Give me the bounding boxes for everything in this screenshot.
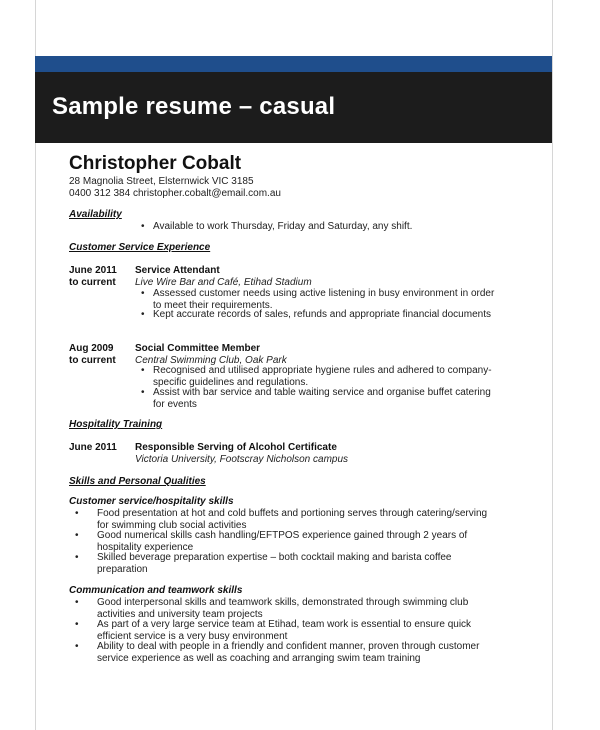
availability-heading: Availability <box>69 209 122 220</box>
bullet-icon: • <box>141 309 145 320</box>
bullet-icon: • <box>75 597 79 608</box>
customer-service-heading: Customer Service Experience <box>69 242 211 253</box>
bullet-icon: • <box>75 641 79 652</box>
top-accent-bar <box>35 56 552 72</box>
bullet-icon: • <box>75 530 79 541</box>
training-title: Responsible Serving of Alcohol Certificate <box>135 442 337 453</box>
skills-group-title: Customer service/hospitality skills <box>69 496 234 507</box>
skills-group-title: Communication and teamwork skills <box>69 585 243 596</box>
page-title: Sample resume – casual <box>52 93 336 120</box>
bullet-icon: • <box>141 221 145 232</box>
bullet-icon: • <box>141 365 145 376</box>
training-place: Victoria University, Footscray Nicholson campus <box>135 454 349 465</box>
bullet-icon: • <box>141 387 145 398</box>
skills-heading: Skills and Personal Qualities <box>69 476 206 487</box>
job-place: Live Wire Bar and Café, Etihad Stadium <box>135 277 312 288</box>
address: 28 Magnolia Street, Elsternwick VIC 3185 <box>69 176 254 187</box>
job-date: June 2011 to current <box>69 265 117 288</box>
training-date: June 2011 <box>69 442 117 453</box>
bullet-icon: • <box>141 288 145 299</box>
contact-line: 0400 312 384 christopher.cobalt@email.com.au <box>69 188 281 199</box>
job-role: Service Attendant <box>135 265 220 276</box>
person-name: Christopher Cobalt <box>69 153 242 174</box>
hospitality-heading: Hospitality Training <box>69 419 163 430</box>
bullet-icon: • <box>75 508 79 519</box>
job-place: Central Swimming Club, Oak Park <box>135 355 287 366</box>
job-role: Social Committee Member <box>135 343 261 354</box>
bullet-icon: • <box>75 552 79 563</box>
job-date: Aug 2009 to current <box>69 343 116 366</box>
bullet-icon: • <box>75 619 79 630</box>
